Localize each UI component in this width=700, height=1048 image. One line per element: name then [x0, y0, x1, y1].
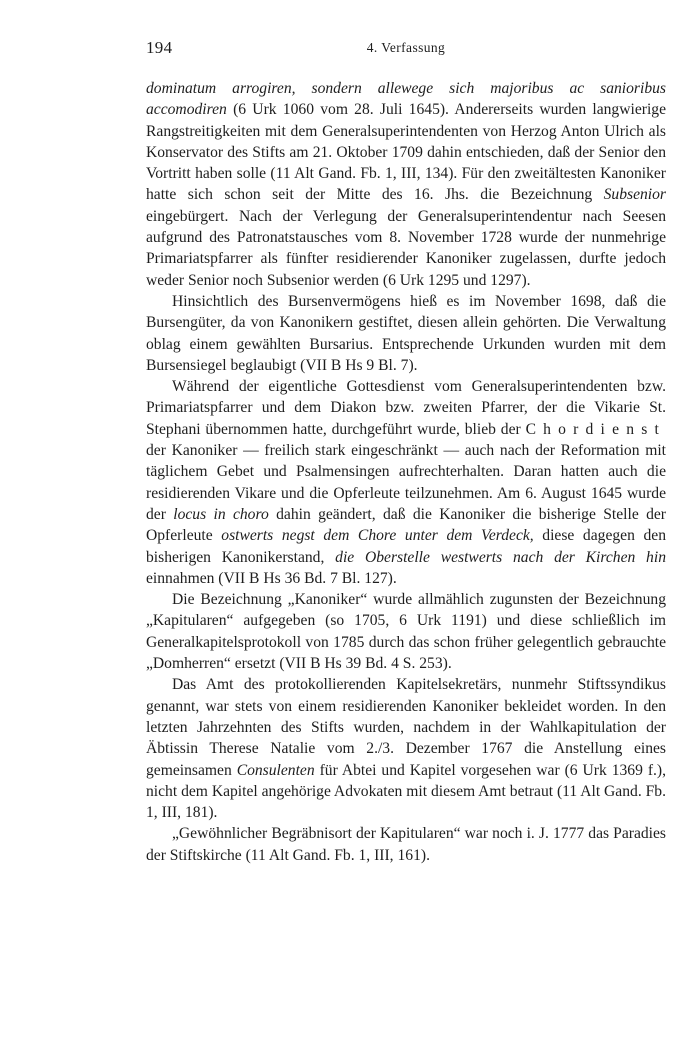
paragraph [146, 823, 666, 866]
body-text [146, 78, 666, 866]
text-run: „Gewöhnlicher Begräbnisort der Kapitularen“ war noch i. J. 1777 das Paradies der Stiftskirche (11 Alt Gand. Fb. 1, III, 161). [146, 825, 666, 864]
italic-text: ostwerts negst dem Chore unter dem Verdeck, [221, 527, 534, 545]
page-number: 194 [146, 38, 173, 57]
italic-text: dominatum arrogiren, sondern allewege sich majoribus ac sanioribus accomodiren [146, 80, 666, 119]
text-run: Hinsichtlich des Bursenvermögens hieß es im November 1698, daß die Bursengüter, da von Kanonikern gestiftet, diesen allein gehörten. Die Verwaltung oblag einem gewählten Bursarius. Entsprechende Urkunden wurden mit dem Bursensiegel beglaubigt (VII B Hs 9 Bl. 7). [146, 292, 666, 374]
paragraph [146, 78, 666, 291]
paragraph [146, 589, 666, 674]
text-run: Während der eigentliche Gottesdienst vom Generalsuperintendenten bzw. Primariatspfarrer und dem Diakon bzw. zweiten Pfarrer, der die Vikarie St. Stephani übernommen hatte, durchgeführt wurde, blieb der [146, 378, 666, 438]
paragraph [146, 291, 666, 376]
text-run: der Kanoniker — freilich stark eingeschränkt — auch nach der Reformation mit täglichem Gebet und Psalmensingen aufrechterhalten. Daran hatten auch die residierenden Vikare und die Opferleute teilzunehmen. Am 6. August 1645 wurde der [146, 442, 666, 523]
spaced-text: Chordienst [525, 420, 666, 438]
paragraph [146, 674, 666, 823]
running-head: 4. Verfassung [366, 40, 446, 55]
italic-text: Consulenten [236, 761, 315, 779]
italic-text: die Oberstelle westwerts nach der Kirchen hin [335, 548, 666, 566]
text-run: eingebürgert. Nach der Verlegung der Generalsuperintendentur nach Seesen aufgrund des Patronatstausches vom 8. November 1728 wurde der nunmehrige Primariatspfarrer als fünfter residierender Kanoniker zugelassen, durfte jedoch weder Senior noch Subsenior werden (6 Urk 1295 und 1297). [146, 207, 666, 289]
page-header [146, 38, 666, 62]
text-run: Das Amt des protokollierenden Kapitelsekretärs, nunmehr Stiftssyndikus genannt, war stets von einem residierenden Kanoniker bekleidet worden. In den letzten Jahrzehnten des Stifts wurden, nachdem in der Wahlkapitulation der Äbtissin Therese Natalie vom 2./3. Dezember 1767 die Anstellung eines gemeinsamen [146, 676, 666, 779]
text-run: dahin geändert, daß die Kanoniker die bisherige Stelle der Opferleute [146, 505, 666, 545]
paragraph [146, 376, 666, 589]
text-run: einnahmen (VII B Hs 36 Bd. 7 Bl. 127). [146, 569, 397, 587]
italic-text: locus in choro [173, 505, 269, 523]
text-run: diese dagegen den bisherigen Kanonikerstand, [146, 527, 666, 566]
text-run: Die Bezeichnung „Kanoniker“ wurde allmählich zugunsten der Bezeichnung „Kapitularen“ aufgegeben (so 1705, 6 Urk 1191) und diese schließlich im Generalkapitelsprotokoll von 1785 durch das schon früher gelegentlich gebrauchte „Domherren“ ersetzt (VII B Hs 39 Bd. 4 S. 253). [146, 591, 666, 673]
text-run: für Abtei und Kapitel vorgesehen war (6 Urk 1369 f.), nicht dem Kapitel angehörige Advokaten mit diesem Amt betraut (11 Alt Gand. Fb. 1, III, 181). [146, 761, 667, 822]
text-run: (6 Urk 1060 vom 28. Juli 1645). Andererseits wurden langwierige Rangstreitigkeiten mit dem Generalsuperintendenten von Herzog Anton Ulrich als Konservator des Stifts am 21. Oktober 1709 dahin entschieden, daß der Senior den Vortritt haben solle (11 Alt Gand. Fb. 1, III, 134). Für den zweitältesten Kanoniker hatte sich schon seit der Mitte des 16. Jhs. die Bezeichnung [146, 101, 666, 204]
italic-text: Subsenior [603, 186, 666, 204]
